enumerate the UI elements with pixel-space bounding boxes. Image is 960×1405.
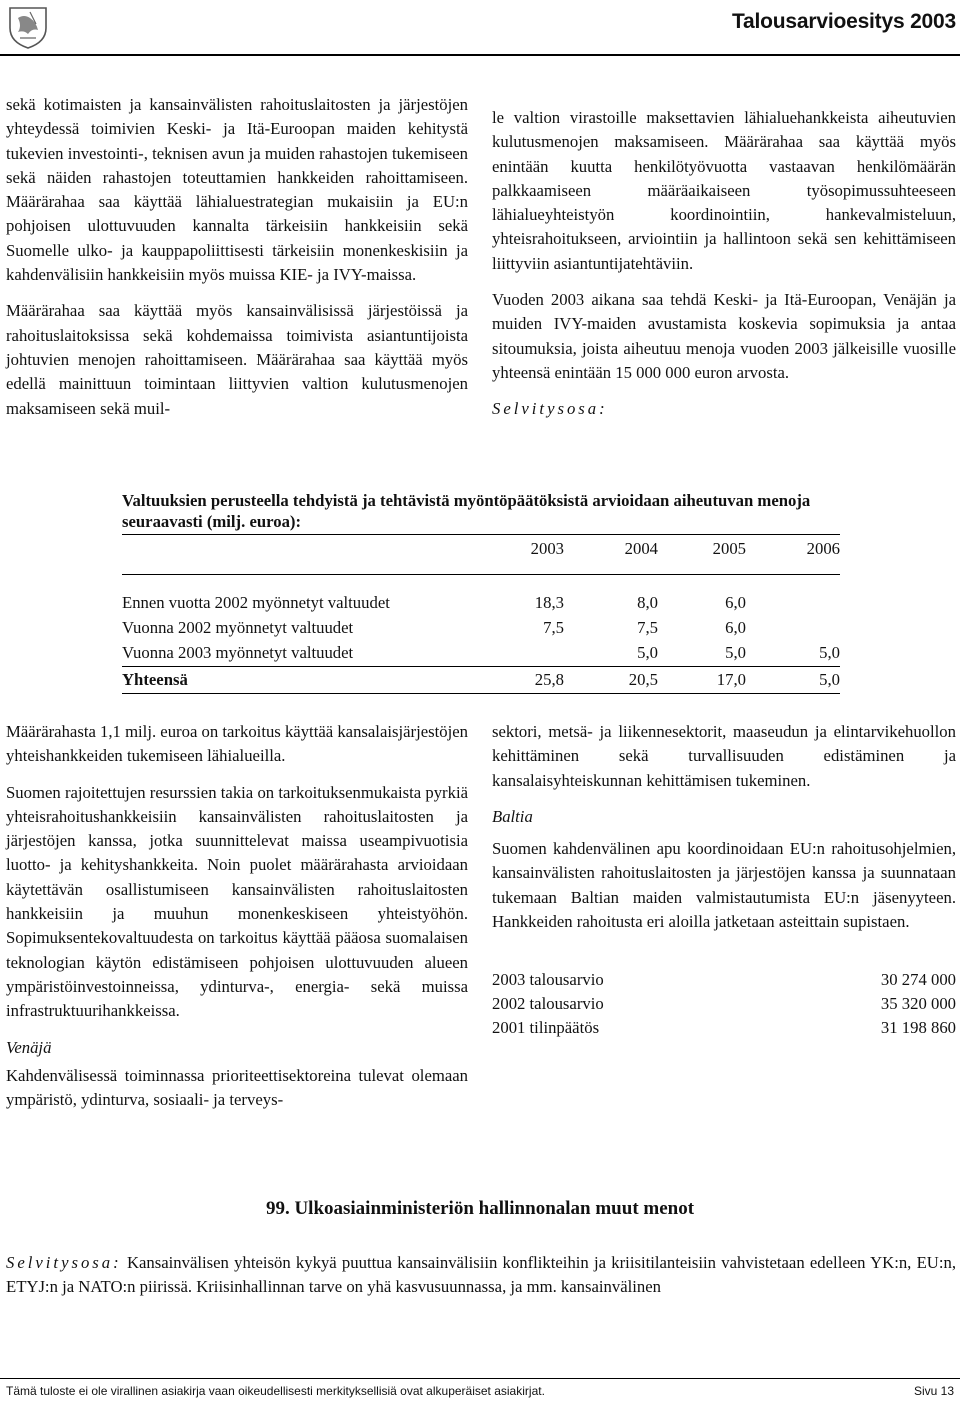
budget-value: 31 198 860 (880, 1018, 956, 1037)
bottom-left-column (6, 720, 468, 1112)
budget-value: 35 320 000 (880, 994, 956, 1013)
paragraph: sektori, metsä- ja liikennesektorit, maaseudun ja elintarvikehuollon kehittäminen sekä turvallisuuden edistäminen ja kansalaisyhteiskunnan kehittämisen tukeminen. (492, 722, 956, 790)
budget-label: 2002 talousarvio (492, 994, 604, 1013)
footer-divider (0, 1378, 960, 1379)
year-header: 2003 (530, 539, 564, 558)
table-row (122, 640, 840, 665)
footer-disclaimer: Tämä tuloste ei ole virallinen asiakirja vaan oikeudellisesti merkityksellisiä ovat alkuperäiset asiakirjat. (6, 1384, 545, 1398)
cell: 7,5 (543, 618, 564, 637)
coat-of-arms-icon (6, 4, 50, 50)
section-text: Kansainvälisen yhteisön kykyä puuttua kansainvälisiin konflikteihin ja kriisitilanteisiin vahvistetaan edelleen YK:n, EU:n, ETYJ:n ja NATO:n piirissä. Kriisinhallinnan tarve on yhä kasvusuunnassa, ja mm. kansainvälinen (6, 1253, 956, 1297)
section-heading: 99. Ulkoasiainministeriön hallinnonalan muut menot (265, 1198, 695, 1219)
selvitysosa-label: Selvitysosa: (6, 1253, 122, 1272)
top-left-column (6, 93, 468, 421)
top-right-column (492, 106, 956, 422)
bottom-right-column (492, 720, 956, 934)
paragraph: Suomen rajoitettujen resurssien takia on tarkoituksenmukaista pyrkiä yhteisrahoitushankkeisiin kansainvälisten rahoituslaitosten ja järjestöjen kanssa, jotka suunnittelevat maissa useampivuotisia luotto- ja kehityshankkeita. Noin puolet määrärahasta arvioidaan käytettävän osallistumiseen kansainvälisten rahoituslaitosten hankkeisiin ja muuhun monenkeskiseen yhteistyöhön. Sopimuksentekovaltuudesta on tarkoitus käyttää pääosa suomalaisen teknologian käytön edistämiseen pohjoisen ulottuvuuden alueen ympäristöinvestoinneissa, ydinturva-, energia- sekä muissa infrastruktuurihankkeissa. (6, 782, 468, 1021)
table-bottom-rule (122, 693, 840, 694)
section-paragraph (6, 1251, 956, 1300)
cell: 5,0 (819, 643, 840, 662)
total-cell: 17,0 (716, 670, 746, 689)
cell: 7,5 (637, 618, 658, 637)
table-title: Valtuuksien perusteella tehdyistä ja tehtävistä myöntöpäätöksistä arvioidaan aiheutuvan menoja seuraavasti (milj. euroa): (122, 491, 811, 531)
paragraph: Suomen kahdenvälinen apu koordinoidaan EU:n rahoitusohjelmien, kansainvälisten rahoituslaitosten ja järjestöjen kanssa ja suunnataan tukemaan Baltian maiden valmistautumista EU:n jäsenyyteen. Hankkeiden rahoitusta eri aloilla jatketaan asteittain supistaen. (492, 839, 956, 932)
selvitysosa-label: Selvitysosa: (492, 399, 608, 419)
row-label: Ennen vuotta 2002 myönnetyt valtuudet (122, 593, 390, 612)
total-cell: 5,0 (819, 670, 840, 689)
row-label: Vuonna 2003 myönnetyt valtuudet (122, 643, 354, 662)
total-label: Yhteensä (122, 670, 188, 689)
paragraph: le valtion virastoille maksettavien lähialuehankkeista aiheutuvien kulutusmenojen maksamiseen. Määrärahaa saa käyttää myös enintään kuutta henkilötyövuotta vastaavan henkilömäärän palkkaamiseen määräaikaiseen työsopimussuhteeseen lähialueyhteistyön koordinointiin, hankevalmisteluun, yhteisrahoitukseen, arviointiin ja hallintoon sekä sen kehittämiseen liittyviin asiantuntijatehtäviin. (492, 108, 956, 273)
table-row (122, 590, 840, 615)
cell: 8,0 (637, 593, 658, 612)
cell: 18,3 (534, 593, 564, 612)
table-row (122, 615, 840, 640)
cell: 5,0 (725, 643, 746, 662)
paragraph: Kahdenvälisessä toiminnassa prioriteettisektoreina tulevat olemaan ympäristö, ydinturva, sosiaali- ja terveys- (6, 1065, 468, 1110)
total-cell: 20,5 (628, 670, 658, 689)
paragraph: Määrärahasta 1,1 milj. euroa on tarkoitus käyttää kansalaisjärjestöjen yhteishankkeiden tukemiseen lähialueilla. (6, 722, 468, 766)
year-header: 2006 (806, 539, 840, 558)
venaja-heading: Venäjä (6, 1037, 52, 1057)
cell: 5,0 (637, 643, 658, 662)
budget-label: 2003 talousarvio (492, 970, 604, 989)
paragraph: sekä kotimaisten ja kansainvälisten rahoituslaitosten ja järjestöjen yhteydessä toimivien Keski- ja Itä-Euroopan maiden kehitystä tukevien investointi-, teknisen avun ja muiden rahastojen tukemiseen sekä näiden rahastojen toteuttamien hankkeiden rahoittamiseen. Määrärahaa saa käyttää lähialuestrategian mukaisiin ja EU:n pohjoisen ulottuvuuden kannalta tärkeisiin hankkeisiin sekä Suomelle ulko- ja kauppapoliittisesti tärkeisiin monenkeskisiin ja kahdenvälisiin hankkeisiin myös muissa KIE- ja IVY-maissa. (6, 95, 468, 285)
header-divider (0, 54, 960, 56)
row-label: Vuonna 2002 myönnetyt valtuudet (122, 618, 354, 637)
baltia-heading: Baltia (492, 806, 533, 826)
cell: 6,0 (725, 618, 746, 637)
total-cell: 25,8 (534, 670, 564, 689)
paragraph: Vuoden 2003 aikana saa tehdä Keski- ja Itä-Euroopan, Venäjän ja muiden IVY-maiden avustamista koskevia sopimuksia ja antaa sitoumuksia, joista aiheutuu menoja vuoden 2003 jälkeisille vuosille yhteensä enintään 15 000 000 euron arvosta. (492, 290, 956, 382)
cell: 6,0 (725, 593, 746, 612)
table-header-rule (122, 574, 840, 575)
budget-figure-row (492, 992, 956, 1016)
budget-figure-row (492, 1016, 956, 1040)
table-total-row (122, 667, 840, 692)
year-header: 2005 (712, 539, 746, 558)
document-title: Talousarvioesitys 2003 (731, 10, 956, 33)
year-header: 2004 (624, 539, 658, 558)
table-top-rule (122, 534, 840, 535)
page-number: Sivu 13 (913, 1384, 954, 1398)
table-header-row (122, 536, 840, 561)
budget-figure-row (492, 968, 956, 992)
budget-value: 30 274 000 (880, 970, 956, 989)
paragraph: Määrärahaa saa käyttää myös kansainvälisissä järjestöissä ja rahoituslaitoksissa sekä kohdemaissa toimivista asiantuntijoista johtuvien menojen rahoittamiseen. Määrärahaa saa käyttää myös edellä mainittuun toimintaan liittyvien valtion kulutusmenojen maksamiseen sekä muil- (6, 301, 468, 418)
budget-label: 2001 tilinpäätös (492, 1018, 600, 1037)
